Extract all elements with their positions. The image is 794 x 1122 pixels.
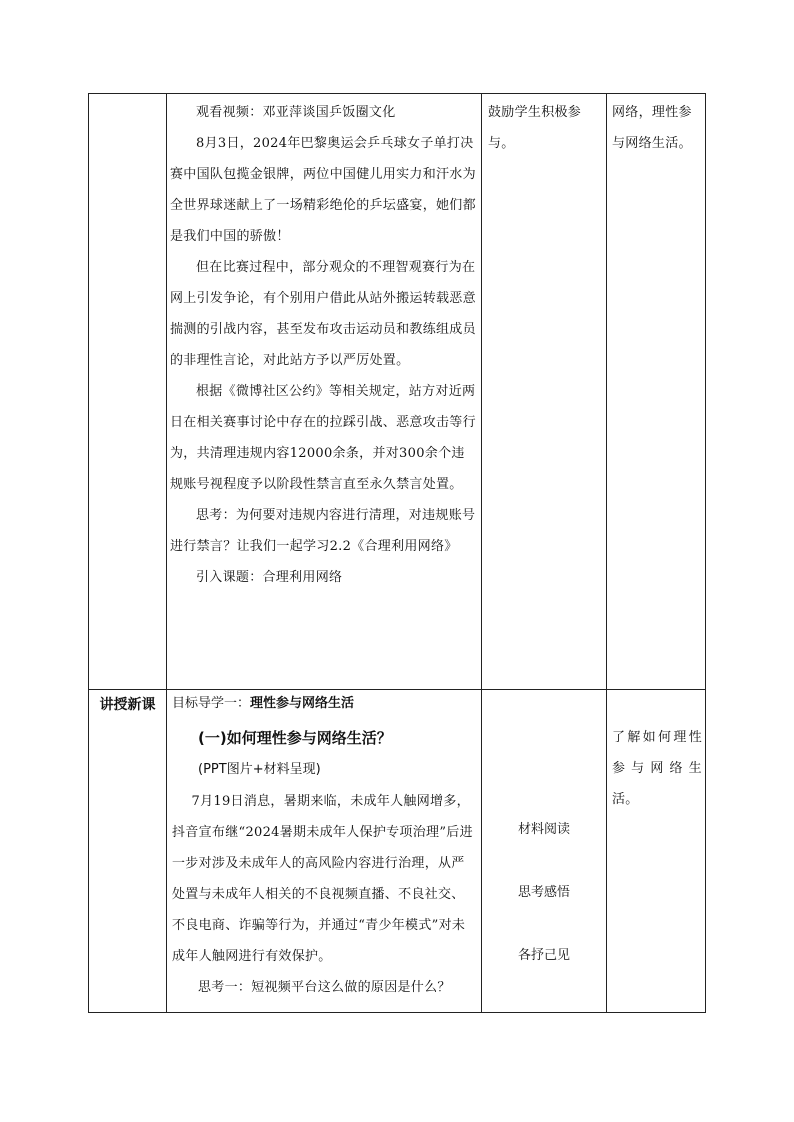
new-lesson-intent-text: 了解如何理性参与网络生活。 <box>612 730 702 807</box>
table-right-border <box>705 93 706 1013</box>
activity-discussion: 各抒己见 <box>517 948 570 963</box>
new-lesson-design-intent-cell <box>612 722 702 815</box>
intro-paragraph-1: 8月3日，2024年巴黎奥运会乒乓球女子单打决赛中国队包揽金银牌，两位中国健儿用实力和汗水为全世界球迷献上了一场精彩绝伦的乒坛盛宴，她们都是我们中国的骄傲！ <box>170 136 476 244</box>
column-divider-3 <box>606 93 607 1013</box>
intro-student-activity-cell <box>488 97 600 159</box>
target-prefix: 目标导学一： <box>172 696 251 711</box>
table-bottom-border <box>88 1012 706 1013</box>
new-lesson-content-cell <box>172 694 476 1003</box>
question-1: 思考一：短视频平台这么做的原因是什么？ <box>198 980 451 995</box>
material-note: (PPT图片+材料呈现) <box>198 762 321 777</box>
target-line <box>172 694 476 714</box>
table-left-border <box>88 93 89 1013</box>
video-note: 观看视频：邓亚萍谈国乒饭圈文化 <box>196 105 396 120</box>
row-label: 讲授新课 <box>99 697 156 713</box>
intro-design-intent-cell <box>612 97 702 159</box>
intro-content-cell <box>170 97 476 593</box>
material-paragraph: 7月19日消息，暑期来临，未成年人触网增多，抖音宣布继“2024暑期未成年人保护专项治理”后进一步对涉及未成年人的高风险内容进行治理，从严处置与未成年人相关的不良视频直播、不良社交、不良电商、诈骗等行为，并通过“青少年模式”对未成年人触网进行有效保护。 <box>172 794 473 964</box>
row-divider <box>88 689 706 690</box>
activity-reflection: 思考感悟 <box>517 885 570 900</box>
intro-question: 思考：为何要对违规内容进行清理，对违规账号进行禁言？让我们一起学习2.2《合理利用网络》 <box>170 508 476 554</box>
activity-reading: 材料阅读 <box>517 822 570 837</box>
intro-paragraph-2: 但在比赛过程中，部分观众的不理智观赛行为在网上引发争论，有个别用户借此从站外搬运转载恶意揣测的引战内容，甚至发布攻击运动员和教练组成员的非理性言论，对此站方予以严厉处置。 <box>170 260 476 368</box>
design-intent-text: 网络，理性参与网络生活。 <box>612 105 692 151</box>
intro-topic: 引入课题：合理利用网络 <box>196 570 343 585</box>
table-top-border <box>88 93 706 94</box>
target-title: 理性参与网络生活 <box>250 696 355 711</box>
column-divider-1 <box>166 93 167 1013</box>
section-heading: (一)如何理性参与网络生活？ <box>198 729 392 747</box>
intro-paragraph-3: 根据《微博社区公约》等相关规定，站方对近两日在相关赛事讨论中存在的拉踩引战、恶意攻击等行为，共清理违规内容12000余条，并对300余个违规账号视程度予以阶段性禁言直至永久禁言处置。 <box>170 384 476 492</box>
student-activity-text: 鼓励学生积极参与。 <box>488 105 582 151</box>
new-lesson-student-activity-cell <box>482 820 606 966</box>
new-lesson-label-cell <box>89 695 166 715</box>
